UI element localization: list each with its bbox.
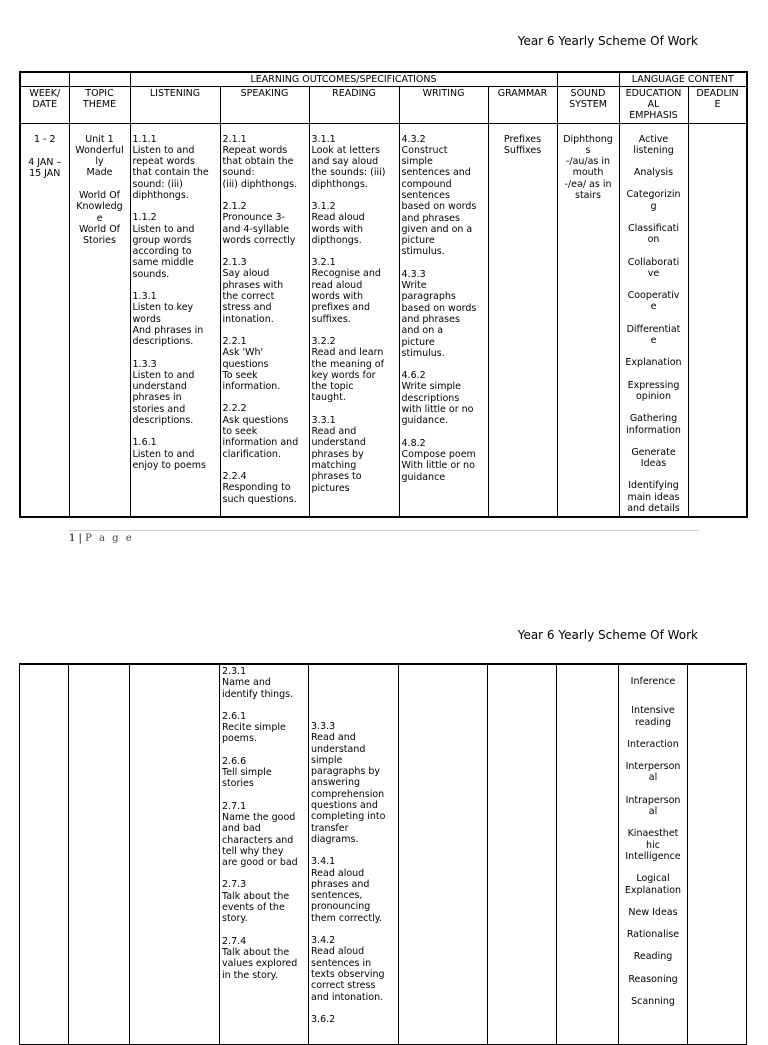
listening-outcome: 1.3.3 Listen to and understand phrases in stories and descriptions.	[132, 358, 195, 427]
reading-header: READING	[309, 86, 399, 123]
emphasis-item: Rationalise	[626, 929, 680, 941]
sound-system-cell: Diphthong s -/au/as in mouth -/eə/ as in stairs	[557, 123, 619, 517]
writing-outcome: 4.3.2 Construct simple sentences and compound sentences based on words and phrases given and on a picture stimulus.	[401, 133, 477, 258]
speaking-outcome: 2.2.1 Ask 'Wh' questions To seek information.	[222, 335, 281, 393]
topic-theme-header: TOPIC THEME	[69, 86, 130, 123]
speaking-outcome: 2.6.6 Tell simple stories	[222, 755, 272, 790]
listening-outcome: 1.3.1 Listen to key words And phrases in descriptions.	[132, 291, 204, 348]
emphasis-item: Cooperativ e	[627, 290, 680, 313]
page-footer-rule	[69, 530, 699, 531]
speaking-outcome: 2.1.2 Pronounce 3- and 4-syllable words correctly	[222, 200, 296, 246]
reading-outcome: 3.4.1 Read aloud phrases and sentences, pronouncing them correctly.	[311, 856, 383, 924]
reading-outcome: 3.2.1 Recognise and read aloud words with prefixes and suffixes.	[311, 257, 381, 325]
sound-system-header: SOUND SYSTEM	[557, 86, 619, 123]
learning-outcomes-header: LEARNING OUTCOMES/SPECIFICATIONS	[130, 72, 557, 86]
page-title: Year 6 Yearly Scheme Of Work	[517, 34, 698, 48]
speaking-outcome: 2.2.4 Responding to such questions.	[222, 470, 297, 505]
speaking-cell-2	[220, 664, 309, 1044]
emphasis-item: Reasoning	[628, 973, 678, 985]
emphasis-item: Expressing opinion	[627, 379, 680, 402]
emphasis-item: Collaborati ve	[627, 256, 680, 279]
listening-outcome: 1.6.1 Listen to and enjoy to poems	[132, 437, 206, 471]
emphasis-item: Interaction	[627, 738, 679, 750]
speaking-header: SPEAKING	[220, 86, 309, 123]
emphasis-item: Intraperson al	[625, 794, 681, 818]
speaking-cell	[220, 123, 309, 517]
reading-outcome: 3.1.2 Read aloud words with dipthongs.	[311, 200, 365, 246]
reading-cell-2	[309, 664, 399, 1044]
page-title-2: Year 6 Yearly Scheme Of Work	[517, 628, 698, 642]
emphasis-item: Classificati on	[627, 222, 680, 246]
emphasis-item: Interperson al	[625, 761, 681, 784]
listening-cell	[130, 123, 220, 517]
scheme-table-page1	[19, 71, 748, 518]
emphasis-item: Gathering information	[626, 413, 681, 436]
week-cell: 1 - 2	[33, 133, 56, 145]
writing-outcome: 4.8.2 Compose poem With little or no guidance	[401, 437, 476, 483]
listening-header: LISTENING	[130, 86, 220, 123]
scheme-table-page2	[19, 663, 747, 1045]
emphasis-item: Intensive reading	[631, 705, 675, 728]
language-content-header: LANGUAGE CONTENT	[619, 72, 747, 86]
emphasis-item: New Ideas	[628, 906, 678, 918]
speaking-outcome: 2.1.1 Repeat words that obtain the sound: (iii) diphthongs.	[222, 133, 298, 190]
speaking-outcome: 2.3.1 Name and identify things.	[222, 666, 294, 700]
week-date-header: WEEK/ DATE	[20, 86, 69, 123]
reading-outcome: 3.4.2 Read aloud sentences in texts observing correct stress and intonation.	[311, 935, 385, 1003]
grammar-header: GRAMMAR	[488, 86, 557, 123]
emphasis-item: Differentiat e	[626, 323, 681, 347]
reading-outcome: 3.3.1 Read and understand phrases by matching phrases to pictures	[311, 414, 366, 494]
emphasis-item: Identifying main ideas and details	[627, 480, 680, 515]
speaking-outcome: 2.7.1 Name the good and bad characters and tell why they are good or bad	[222, 800, 298, 869]
reading-outcome: 3.6.2	[311, 1013, 336, 1025]
reading-cell	[309, 123, 399, 517]
reading-outcome: 3.3.3 Read and understand simple paragraphs by answering comprehension questions and completing into transfer diagrams.	[311, 721, 386, 845]
speaking-outcome: 2.6.1 Recite simple poems.	[222, 710, 286, 745]
emphasis-item: Active listening	[633, 133, 674, 156]
emphasis-item: Inference	[630, 676, 676, 687]
speaking-outcome: 2.2.2 Ask questions to seek information and clarification.	[222, 403, 299, 460]
speaking-outcome: 2.7.4 Talk about the values explored in the story.	[222, 935, 298, 981]
speaking-outcome: 2.1.3 Say aloud phrases with the correct stress and intonation.	[222, 257, 284, 325]
topic-cell: Unit 1 Wonderful ly Made World Of Knowledg e World Of Stories	[69, 123, 130, 517]
writing-outcome: 4.3.3 Write paragraphs based on words and phrases and on a picture stimulus.	[401, 268, 477, 359]
emphasis-item: Analysis	[633, 167, 674, 179]
educational-emphasis-cell	[619, 123, 688, 517]
writing-outcome: 4.6.2 Write simple descriptions with little or no guidance.	[401, 370, 474, 427]
educational-emphasis-header: EDUCATION AL EMPHASIS	[619, 86, 688, 123]
listening-outcome: 1.1.2 Listen to and group words according to same middle sounds.	[132, 212, 195, 280]
emphasis-item: Generate Ideas	[631, 446, 676, 470]
writing-header: WRITING	[399, 86, 488, 123]
emphasis-item: Categorizin g	[626, 189, 681, 212]
reading-outcome: 3.1.1 Look at letters and say aloud the sounds: (iii) diphthongs.	[311, 133, 386, 190]
page-number: 1 | P a g e	[69, 533, 134, 544]
educational-emphasis-cell-2	[619, 664, 688, 1044]
listening-outcome: 1.1.1 Listen to and repeat words that contain the sound: (iii) diphthongs.	[132, 133, 209, 201]
emphasis-item: Kinaesthet hic Intelligence	[625, 828, 681, 862]
grammar-cell: Prefixes Suffixes	[488, 123, 557, 517]
deadline-cell	[688, 123, 747, 517]
emphasis-item: Explanation	[625, 357, 682, 369]
emphasis-item: Logical Explanation	[624, 873, 682, 896]
emphasis-item: Scanning	[631, 996, 675, 1008]
speaking-outcome: 2.7.3 Talk about the events of the story.	[222, 879, 290, 925]
emphasis-item: Reading	[633, 951, 673, 963]
reading-outcome: 3.2.2 Read and learn the meaning of key words for the topic taught.	[311, 335, 384, 404]
date-cell: 4 JAN – 15 JAN	[28, 156, 62, 180]
writing-cell	[399, 123, 488, 517]
deadline-header: DEADLIN E	[688, 86, 747, 123]
